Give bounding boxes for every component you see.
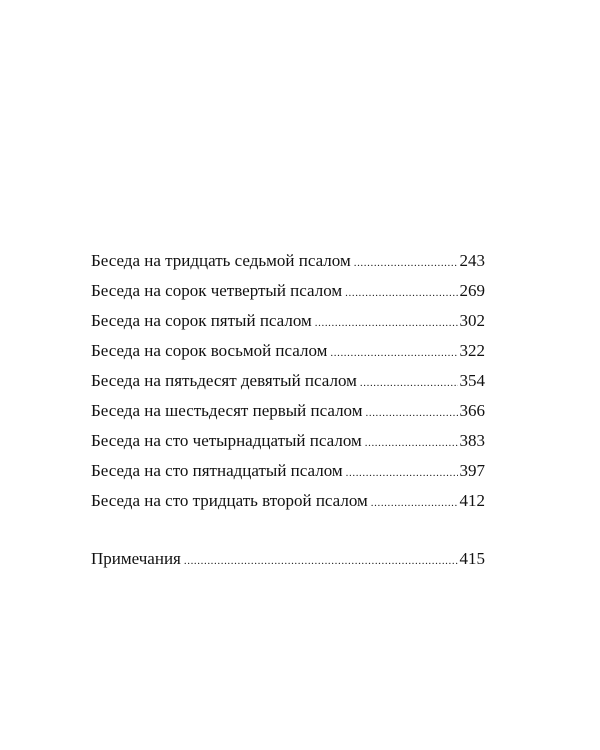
toc-entry-title: Беседа на сто тридцать второй псалом: [91, 491, 368, 510]
dot-leader: [354, 248, 458, 278]
dot-leader: [315, 308, 458, 338]
toc-entry-title: Беседа на сто пятнадцатый псалом: [91, 461, 343, 480]
toc-entry-title: Беседа на сорок четвертый псалом: [91, 281, 343, 300]
toc-entry-title: Беседа на сто четырнадцатый псалом: [91, 431, 362, 450]
toc-entry-title: Беседа на сорок пятый псалом: [91, 311, 312, 330]
dot-leader: [365, 428, 458, 458]
toc-entry: [91, 366, 485, 396]
table-of-contents: [91, 246, 485, 574]
toc-entry-page: 322: [459, 341, 485, 360]
toc-notes-entry: [91, 544, 485, 574]
toc-entry-page: 412: [459, 491, 485, 510]
dot-leader: [371, 488, 458, 518]
toc-entry-page: 397: [459, 461, 485, 480]
toc-entry-title: Беседа на пятьдесят девятый псалом: [91, 371, 357, 390]
toc-entry-page: 354: [459, 371, 485, 390]
toc-notes-title: Примечания: [91, 549, 181, 568]
toc-entry-page: 302: [459, 311, 485, 330]
dot-leader: [330, 338, 457, 368]
dot-leader: [346, 458, 458, 488]
toc-entry: [91, 306, 485, 336]
toc-entry: [91, 276, 485, 306]
toc-entry: [91, 396, 485, 426]
dot-leader: [366, 398, 458, 428]
toc-entry-page: 243: [459, 251, 485, 270]
toc-entry: [91, 486, 485, 516]
dot-leader: [360, 368, 458, 398]
toc-entry-page: 383: [459, 431, 485, 450]
toc-entry: [91, 426, 485, 456]
toc-entry-title: Беседа на тридцать седьмой псалом: [91, 251, 351, 270]
toc-notes-page: 415: [459, 549, 485, 568]
toc-entry-page: 366: [459, 401, 485, 420]
toc-entry-title: Беседа на шестьдесят первый псалом: [91, 401, 363, 420]
toc-entry-title: Беседа на сорок восьмой псалом: [91, 341, 328, 360]
dot-leader: [184, 546, 458, 576]
dot-leader: [345, 278, 457, 308]
toc-entry: [91, 246, 485, 276]
toc-entry: [91, 336, 485, 366]
toc-entry: [91, 456, 485, 486]
toc-entry-page: 269: [459, 281, 485, 300]
